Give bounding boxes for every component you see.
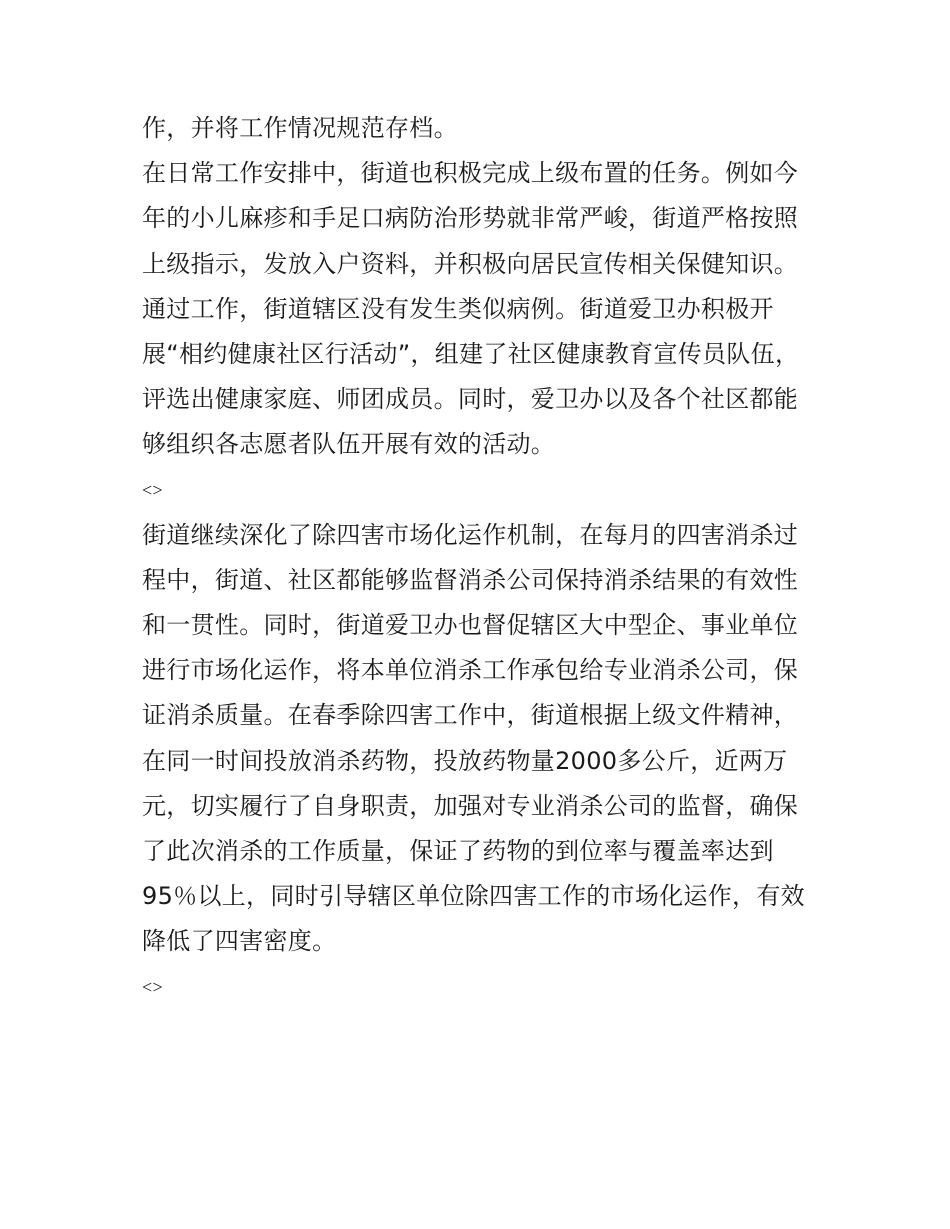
- text-line: 街道继续深化了除四害市场化运作机制，在每月的四害消杀过: [142, 520, 799, 549]
- text-line: 了此次消杀的工作质量，保证了药物的到位率与覆盖率达到: [142, 837, 774, 865]
- document-body: [142, 106, 812, 1010]
- text-line: 95％以上，同时引导辖区单位除四害工作的市场化运作，有效: [142, 882, 805, 911]
- text-line: 进行市场化运作，将本单位消杀工作承包给专业消杀公司，保: [142, 656, 799, 685]
- text-line: 在同一时间投放消杀药物，投放药物量2000多公斤，近两万: [142, 746, 788, 775]
- text-line: 在日常工作安排中，街道也积极完成上级布置的任务。例如今: [142, 159, 799, 188]
- text-line: 上级指示，发放入户资料，并积极向居民宣传相关保健知识。: [142, 249, 799, 278]
- text-line: 和一贯性。同时，街道爱卫办也督促辖区大中型企、事业单位: [142, 611, 799, 640]
- section-marker: <>: [142, 479, 163, 500]
- text-line: 降低了四害密度。: [142, 927, 337, 956]
- text-line: 展“相约健康社区行活动”，组建了社区健康教育宣传员队伍，: [142, 339, 800, 368]
- text-line: 通过工作，街道辖区没有发生类似病例。街道爱卫办积极开: [142, 294, 774, 323]
- text-line: 够组织各志愿者队伍开展有效的活动。: [142, 430, 556, 459]
- text-line: 作，并将工作情况规范存档。: [142, 114, 458, 142]
- text-line: 程中，街道、社区都能够监督消杀公司保持消杀结果的有效性: [142, 565, 799, 594]
- text-line: 元，切实履行了自身职责，加强对专业消杀公司的监督，确保: [142, 791, 799, 820]
- text-line: 证消杀质量。在春季除四害工作中，街道根据上级文件精神，: [142, 701, 799, 730]
- section-marker: <>: [142, 976, 163, 997]
- text-line: 年的小儿麻疹和手足口病防治形势就非常严峻，街道严格按照: [142, 204, 799, 233]
- text-line: 评选出健康家庭、师团成员。同时，爱卫办以及各个社区都能: [142, 385, 799, 414]
